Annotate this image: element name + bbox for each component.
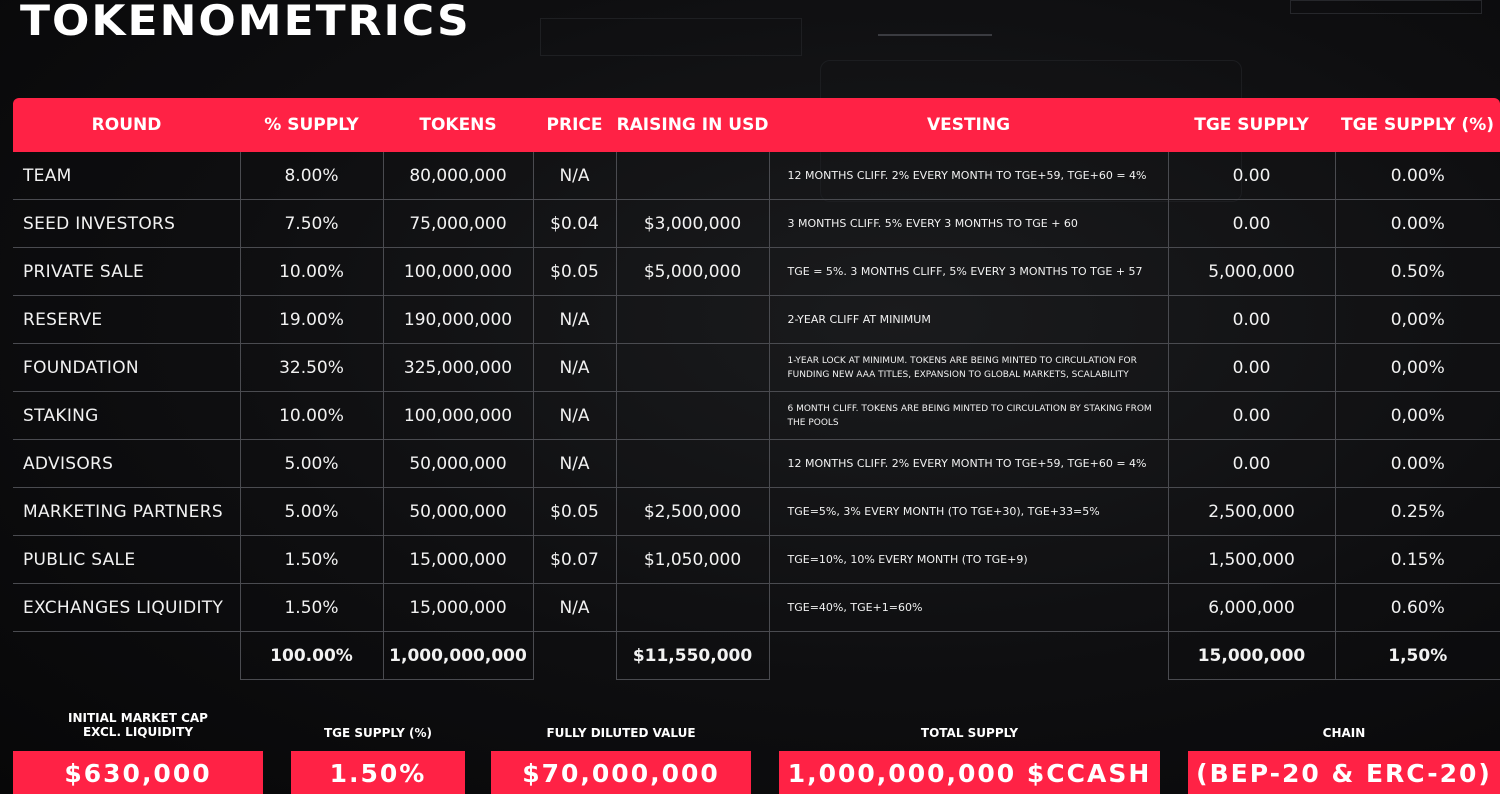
price-cell: N/A — [533, 296, 616, 344]
supply-cell: 10.00% — [240, 392, 383, 440]
vesting-cell: 12 MONTHS CLIFF. 2% EVERY MONTH TO TGE+59, TGE+60 = 4% — [769, 440, 1168, 488]
metric-value: 1.50% — [291, 751, 465, 794]
price-cell: N/A — [533, 584, 616, 632]
tokens-cell: 190,000,000 — [383, 296, 533, 344]
tge-supply-cell: 0.00 — [1168, 200, 1335, 248]
raising-cell — [616, 296, 769, 344]
tge-supply-cell: 6,000,000 — [1168, 584, 1335, 632]
metric-label: FULLY DILUTED VALUE — [546, 726, 696, 740]
tge-supply-cell: 5,000,000 — [1168, 248, 1335, 296]
supply-cell: 32.50% — [240, 344, 383, 392]
tokens-cell: 75,000,000 — [383, 200, 533, 248]
header-raising: RAISING IN USD — [616, 98, 769, 152]
metric-value: 1,000,000,000 $CCASH — [779, 751, 1160, 794]
metric-tge-supply-pct — [291, 708, 465, 794]
price-cell: $0.04 — [533, 200, 616, 248]
vesting-cell: TGE = 5%. 3 MONTHS CLIFF, 5% EVERY 3 MONTHS TO TGE + 57 — [769, 248, 1168, 296]
supply-cell: 1.50% — [240, 584, 383, 632]
raising-cell: $2,500,000 — [616, 488, 769, 536]
vesting-cell: 3 MONTHS CLIFF. 5% EVERY 3 MONTHS TO TGE + 60 — [769, 200, 1168, 248]
header-tokens: TOKENS — [383, 98, 533, 152]
round-cell: EXCHANGES LIQUIDITY — [13, 584, 240, 632]
total-tge-supply-cell: 15,000,000 — [1168, 632, 1335, 680]
raising-cell: $1,050,000 — [616, 536, 769, 584]
tokenomics-table — [13, 98, 1500, 680]
raising-cell — [616, 152, 769, 200]
metric-chain — [1188, 708, 1500, 794]
price-cell: $0.07 — [533, 536, 616, 584]
tokens-cell: 325,000,000 — [383, 344, 533, 392]
table-row — [13, 536, 1500, 584]
total-raising-cell: $11,550,000 — [616, 632, 769, 680]
metric-label: CHAIN — [1322, 726, 1366, 740]
metric-label: INITIAL MARKET CAP EXCL. LIQUIDITY — [68, 711, 208, 739]
vesting-cell: TGE=40%, TGE+1=60% — [769, 584, 1168, 632]
tge-supply-pct-cell: 0.15% — [1335, 536, 1500, 584]
round-cell: STAKING — [13, 392, 240, 440]
tge-supply-cell: 0.00 — [1168, 296, 1335, 344]
tokens-cell: 80,000,000 — [383, 152, 533, 200]
table-row — [13, 296, 1500, 344]
vesting-cell: 2-YEAR CLIFF AT MINIMUM — [769, 296, 1168, 344]
table-row — [13, 344, 1500, 392]
supply-cell: 7.50% — [240, 200, 383, 248]
tokens-cell: 15,000,000 — [383, 584, 533, 632]
metric-total-supply — [779, 708, 1160, 794]
raising-cell — [616, 584, 769, 632]
round-cell: PRIVATE SALE — [13, 248, 240, 296]
tokens-cell: 50,000,000 — [383, 440, 533, 488]
raising-cell: $5,000,000 — [616, 248, 769, 296]
round-cell: SEED INVESTORS — [13, 200, 240, 248]
tge-supply-pct-cell: 0,00% — [1335, 392, 1500, 440]
price-cell: N/A — [533, 392, 616, 440]
table-row — [13, 152, 1500, 200]
round-cell: PUBLIC SALE — [13, 536, 240, 584]
tokens-cell: 50,000,000 — [383, 488, 533, 536]
header-vesting: VESTING — [769, 98, 1168, 152]
raising-cell — [616, 344, 769, 392]
tge-supply-pct-cell: 0.00% — [1335, 200, 1500, 248]
tge-supply-pct-cell: 0,00% — [1335, 344, 1500, 392]
hud-decoration — [540, 18, 802, 56]
totals-empty-cell — [533, 632, 616, 680]
price-cell: N/A — [533, 344, 616, 392]
metric-value: (BEP-20 & ERC-20) — [1188, 751, 1500, 794]
tge-supply-cell: 0.00 — [1168, 392, 1335, 440]
summary-metrics — [0, 708, 1500, 794]
tge-supply-cell: 0.00 — [1168, 344, 1335, 392]
tge-supply-pct-cell: 0.50% — [1335, 248, 1500, 296]
round-cell: TEAM — [13, 152, 240, 200]
vesting-cell: 12 MONTHS CLIFF. 2% EVERY MONTH TO TGE+59, TGE+60 = 4% — [769, 152, 1168, 200]
raising-cell — [616, 440, 769, 488]
round-cell: RESERVE — [13, 296, 240, 344]
tge-supply-cell: 1,500,000 — [1168, 536, 1335, 584]
tge-supply-pct-cell: 0.25% — [1335, 488, 1500, 536]
raising-cell: $3,000,000 — [616, 200, 769, 248]
header-tge-supply: TGE SUPPLY — [1168, 98, 1335, 152]
table-row — [13, 584, 1500, 632]
supply-cell: 5.00% — [240, 440, 383, 488]
raising-cell — [616, 392, 769, 440]
tge-supply-pct-cell: 0,00% — [1335, 296, 1500, 344]
price-cell: $0.05 — [533, 248, 616, 296]
table-row — [13, 488, 1500, 536]
tokens-cell: 100,000,000 — [383, 248, 533, 296]
total-tokens-cell: 1,000,000,000 — [383, 632, 533, 680]
table-row — [13, 392, 1500, 440]
price-cell: N/A — [533, 440, 616, 488]
supply-cell: 8.00% — [240, 152, 383, 200]
metric-initial-market-cap — [13, 708, 263, 794]
totals-empty-cell — [769, 632, 1168, 680]
hud-decoration — [1290, 0, 1482, 14]
totals-empty-cell — [13, 632, 240, 680]
price-cell: $0.05 — [533, 488, 616, 536]
tge-supply-cell: 2,500,000 — [1168, 488, 1335, 536]
round-cell: ADVISORS — [13, 440, 240, 488]
total-supply-cell: 100.00% — [240, 632, 383, 680]
header-supply: % SUPPLY — [240, 98, 383, 152]
metric-label: TOTAL SUPPLY — [920, 726, 1019, 740]
vesting-cell: TGE=5%, 3% EVERY MONTH (TO TGE+30), TGE+33=5% — [769, 488, 1168, 536]
table-header-row — [13, 98, 1500, 152]
totals-row — [13, 632, 1500, 680]
tge-supply-pct-cell: 0.00% — [1335, 440, 1500, 488]
header-round: ROUND — [13, 98, 240, 152]
price-cell: N/A — [533, 152, 616, 200]
supply-cell: 1.50% — [240, 536, 383, 584]
metric-label: TGE SUPPLY (%) — [323, 726, 433, 740]
vesting-cell: 6 MONTH CLIFF. TOKENS ARE BEING MINTED TO CIRCULATION BY STAKING FROM THE POOLS — [769, 392, 1168, 440]
metric-value: $70,000,000 — [491, 751, 751, 794]
supply-cell: 10.00% — [240, 248, 383, 296]
tge-supply-cell: 0.00 — [1168, 152, 1335, 200]
vesting-cell: 1-YEAR LOCK AT MINIMUM. TOKENS ARE BEING MINTED TO CIRCULATION FOR FUNDING NEW AAA TITLES, EXPANSION TO GLOBAL MARKETS, SCALABILITY — [769, 344, 1168, 392]
supply-cell: 19.00% — [240, 296, 383, 344]
metric-fully-diluted-value — [491, 708, 751, 794]
round-cell: FOUNDATION — [13, 344, 240, 392]
tokens-cell: 15,000,000 — [383, 536, 533, 584]
header-price: PRICE — [533, 98, 616, 152]
metric-value: $630,000 — [13, 751, 263, 794]
tge-supply-pct-cell: 0.00% — [1335, 152, 1500, 200]
table-row — [13, 248, 1500, 296]
supply-cell: 5.00% — [240, 488, 383, 536]
total-tge-supply-pct-cell: 1,50% — [1335, 632, 1500, 680]
tokens-cell: 100,000,000 — [383, 392, 533, 440]
tge-supply-cell: 0.00 — [1168, 440, 1335, 488]
page-title: TOKENOMETRICS — [20, 0, 471, 46]
hud-decoration — [878, 34, 992, 36]
vesting-cell: TGE=10%, 10% EVERY MONTH (TO TGE+9) — [769, 536, 1168, 584]
table-row — [13, 440, 1500, 488]
table-row — [13, 200, 1500, 248]
round-cell: MARKETING PARTNERS — [13, 488, 240, 536]
tge-supply-pct-cell: 0.60% — [1335, 584, 1500, 632]
header-tge-supply-pct: TGE SUPPLY (%) — [1335, 98, 1500, 152]
